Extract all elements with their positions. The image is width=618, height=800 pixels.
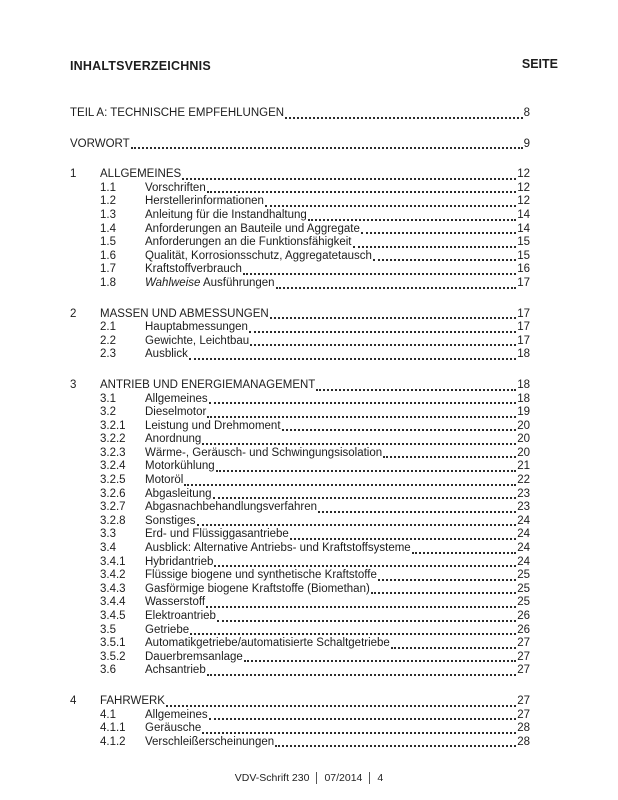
toc-entry-number: 3.2.4 xyxy=(100,460,126,473)
toc-list xyxy=(70,107,530,749)
toc-entry-title: Wahlweise Ausführungen xyxy=(145,276,275,289)
dot-leader xyxy=(412,552,517,554)
toc-entry-page: 17 xyxy=(517,334,530,347)
toc-entry xyxy=(70,308,530,322)
toc-entry xyxy=(70,223,530,237)
toc-entry-title: Hybridantrieb xyxy=(145,555,214,568)
dot-leader xyxy=(250,344,516,346)
footer-separator-icon xyxy=(316,772,317,784)
toc-entry-number: 1 xyxy=(70,168,77,181)
toc-entry xyxy=(70,447,530,461)
toc-entry-page: 17 xyxy=(517,321,530,334)
toc-entry xyxy=(70,263,530,277)
toc-entry-number: 3.2.8 xyxy=(100,514,126,527)
toc-entry-title: Qualität, Korrosionsschutz, Aggregatetausch xyxy=(145,249,372,262)
toc-entry xyxy=(70,501,530,515)
toc-entry-page: 16 xyxy=(517,263,530,276)
toc-entry xyxy=(70,583,530,597)
toc-entry-page: 19 xyxy=(517,406,530,419)
toc-entry xyxy=(70,624,530,638)
toc-entry xyxy=(70,542,530,556)
toc-entry-title: Anleitung für die Instandhaltung xyxy=(145,208,307,221)
dot-leader xyxy=(391,647,516,649)
toc-entry xyxy=(70,107,530,121)
dot-leader xyxy=(213,497,517,499)
toc-entry-title: Anordnung xyxy=(145,433,202,446)
toc-entry-title: Anforderungen an Bauteile und Aggregate xyxy=(145,222,360,235)
toc-entry-page: 14 xyxy=(517,222,530,235)
toc-entry xyxy=(70,528,530,542)
toc-entry-title: Vorschriften xyxy=(145,181,206,194)
dot-leader xyxy=(275,745,516,747)
toc-entry-title: Geräusche xyxy=(145,722,202,735)
toc-entry-title: Hauptabmessungen xyxy=(145,321,248,334)
toc-entry xyxy=(70,709,530,723)
toc-entry-page: 27 xyxy=(517,664,530,677)
toc-entry-title: Getriebe xyxy=(145,623,190,636)
dot-leader xyxy=(265,205,516,207)
toc-entry-title: Herstellerinformationen xyxy=(145,195,264,208)
dot-leader xyxy=(316,389,516,391)
toc-entry-number: 3.6 xyxy=(100,664,116,677)
dot-leader xyxy=(184,484,516,486)
toc-entry-number: 3.1 xyxy=(100,392,116,405)
dot-leader xyxy=(216,470,517,472)
toc-entry xyxy=(70,348,530,362)
toc-entry-number: 3.4.2 xyxy=(100,569,126,582)
toc-entry xyxy=(70,651,530,665)
toc-entry-page: 25 xyxy=(517,596,530,609)
toc-entry-page: 27 xyxy=(517,637,530,650)
toc-entry-page: 12 xyxy=(517,181,530,194)
dot-leader xyxy=(318,511,516,513)
toc-entry-title: MASSEN UND ABMESSUNGEN xyxy=(100,307,269,320)
toc-entry-number: 2.2 xyxy=(100,334,116,347)
toc-entry-number: 4.1 xyxy=(100,708,116,721)
toc-entry-number: 1.8 xyxy=(100,276,116,289)
toc-entry-page: 17 xyxy=(517,307,530,320)
toc-entry-page: 26 xyxy=(517,623,530,636)
toc-entry-page: 18 xyxy=(517,392,530,405)
dot-leader xyxy=(276,287,517,289)
toc-entry xyxy=(70,379,530,393)
toc-entry-page: 27 xyxy=(517,694,530,707)
dot-leader xyxy=(166,705,516,707)
toc-entry-number: 3.4.1 xyxy=(100,555,126,568)
toc-entry-number: 1.3 xyxy=(100,208,116,221)
toc-entry-page: 23 xyxy=(517,501,530,514)
dot-leader xyxy=(383,456,516,458)
toc-entry-title: FAHRWERK xyxy=(100,694,165,707)
toc-entry-number: 4.1.2 xyxy=(100,735,126,748)
toc-entry-title: ANTRIEB UND ENERGIEMANAGEMENT xyxy=(100,378,316,391)
dot-leader xyxy=(244,660,516,662)
dot-leader xyxy=(206,606,516,608)
toc-entry-title: Sonstiges xyxy=(145,514,196,527)
toc-entry-number: 3.5.1 xyxy=(100,637,126,650)
dot-leader xyxy=(378,579,516,581)
toc-entry-page: 12 xyxy=(517,168,530,181)
toc-entry xyxy=(70,433,530,447)
toc-entry xyxy=(70,420,530,434)
toc-entry-page: 23 xyxy=(517,487,530,500)
dot-leader xyxy=(243,273,516,275)
dot-leader xyxy=(290,538,516,540)
toc-entry-number: 3.2.3 xyxy=(100,446,126,459)
toc-entry-page: 25 xyxy=(517,582,530,595)
toc-entry-page: 21 xyxy=(517,460,530,473)
toc-entry-page: 27 xyxy=(517,650,530,663)
toc-entry xyxy=(70,321,530,335)
dot-leader xyxy=(353,246,517,248)
dot-leader xyxy=(202,443,516,445)
toc-entry-title: Erd- und Flüssiggasantriebe xyxy=(145,528,289,541)
toc-entry-number: 1.6 xyxy=(100,249,116,262)
toc-entry-page: 24 xyxy=(517,542,530,555)
toc-entry-number: 3.2.2 xyxy=(100,433,126,446)
toc-entry-page: 17 xyxy=(517,276,530,289)
toc-entry-page: 28 xyxy=(517,722,530,735)
toc-entry-number: 1.7 xyxy=(100,263,116,276)
toc-entry xyxy=(70,393,530,407)
toc-entry xyxy=(70,637,530,651)
dot-leader xyxy=(249,331,516,333)
toc-entry-page: 9 xyxy=(523,137,530,150)
toc-entry-number: 3.2.6 xyxy=(100,487,126,500)
dot-leader xyxy=(282,429,517,431)
toc-entry-title: Kraftstoffverbrauch xyxy=(145,263,242,276)
toc-entry-title: TEIL A: TECHNISCHE EMPFEHLUNGEN xyxy=(70,107,285,119)
toc-entry-page: 14 xyxy=(517,208,530,221)
toc-entry-page: 26 xyxy=(517,610,530,622)
toc-entry-page: 24 xyxy=(517,528,530,541)
toc-content xyxy=(70,57,558,749)
toc-entry-page: 12 xyxy=(517,195,530,208)
toc-entry-title: Wasserstoff xyxy=(145,596,206,609)
toc-entry xyxy=(70,195,530,209)
toc-entry-number: 3.3 xyxy=(100,528,116,541)
footer-doc-ref: VDV-Schrift 230 xyxy=(234,772,310,784)
toc-entry-page: 20 xyxy=(517,433,530,446)
toc-entry-page: 15 xyxy=(517,236,530,249)
dot-leader xyxy=(371,592,516,594)
toc-entry-number: 3.4 xyxy=(100,542,116,555)
dot-leader xyxy=(207,191,516,193)
toc-entry xyxy=(70,474,530,488)
toc-entry xyxy=(70,556,530,570)
dot-leader xyxy=(182,178,516,180)
toc-entry xyxy=(70,596,530,610)
toc-entry-title: Dauerbremsanlage xyxy=(145,650,243,663)
toc-entry-number: 3.5.2 xyxy=(100,650,126,663)
dot-leader xyxy=(308,219,516,221)
toc-entry-page: 24 xyxy=(517,555,530,568)
toc-entry-number: 3.5 xyxy=(100,623,116,636)
toc-entry xyxy=(70,736,530,750)
toc-entry xyxy=(70,722,530,736)
dot-leader xyxy=(209,402,517,404)
toc-entry-title: Gewichte, Leichtbau xyxy=(145,334,250,347)
toc-entry-title: Anforderungen an die Funktionsfähigkeit xyxy=(145,236,352,249)
toc-entry-title: Flüssige biogene und synthetische Kraftstoffe xyxy=(145,569,377,582)
toc-entry-number: 3.2.7 xyxy=(100,501,126,514)
toc-entry xyxy=(70,695,530,709)
dot-leader xyxy=(197,524,517,526)
toc-entry-number: 2.1 xyxy=(100,321,116,334)
toc-entry-title: Elektroantrieb xyxy=(145,610,216,622)
dot-leader xyxy=(270,317,517,319)
toc-header xyxy=(70,57,558,73)
toc-entry-title: Verschleißerscheinungen xyxy=(145,735,275,748)
toc-entry-title: Gasförmige biogene Kraftstoffe (Biomethan) xyxy=(145,582,370,595)
toc-entry xyxy=(70,250,530,264)
toc-entry-title: Achsantrieb xyxy=(145,664,206,677)
toc-entry-page: 18 xyxy=(517,348,530,361)
toc-entry xyxy=(70,277,530,291)
dot-leader xyxy=(214,565,516,567)
footer-page-number: 4 xyxy=(377,772,384,784)
toc-entry xyxy=(70,406,530,420)
dot-leader xyxy=(361,232,516,234)
dot-leader xyxy=(131,147,523,149)
toc-entry xyxy=(70,515,530,529)
toc-entry-page: 20 xyxy=(517,446,530,459)
toc-entry-title: ALLGEMEINES xyxy=(100,168,182,181)
page-title: INHALTSVERZEICHNIS xyxy=(70,59,211,73)
toc-entry-page: 28 xyxy=(517,735,530,748)
toc-entry-number: 1.4 xyxy=(100,222,116,235)
toc-entry-title: Motorkühlung xyxy=(145,460,215,473)
toc-entry-title: Abgasleitung xyxy=(145,487,212,500)
toc-entry xyxy=(70,569,530,583)
toc-entry-page: 8 xyxy=(523,107,530,119)
toc-entry-title: Motoröl xyxy=(145,474,184,487)
footer-date: 07/2014 xyxy=(324,772,363,784)
toc-entry-number: 4 xyxy=(70,694,77,707)
toc-entry-title: Allgemeines xyxy=(145,708,208,721)
footer-separator-icon xyxy=(369,772,370,784)
toc-entry xyxy=(70,168,530,182)
page-footer xyxy=(0,772,618,784)
toc-entry-number: 3.4.4 xyxy=(100,596,126,609)
dot-leader xyxy=(189,358,516,360)
dot-leader xyxy=(285,117,523,119)
toc-entry-title: Allgemeines xyxy=(145,392,208,405)
toc-entry xyxy=(70,138,530,152)
toc-entry-title: Ausblick xyxy=(145,348,188,361)
toc-entry-title: VORWORT xyxy=(70,137,130,150)
toc-entry-number: 3.4.3 xyxy=(100,582,126,595)
toc-entry-title: Dieselmotor xyxy=(145,406,207,419)
toc-entry-number: 3 xyxy=(70,378,77,391)
page-column-label: SEITE xyxy=(521,57,558,71)
toc-entry-page: 18 xyxy=(517,378,530,391)
toc-entry xyxy=(70,236,530,250)
toc-entry-page: 22 xyxy=(517,474,530,487)
toc-entry xyxy=(70,460,530,474)
dot-leader xyxy=(207,674,516,676)
toc-entry-number: 3.2.1 xyxy=(100,419,126,432)
toc-entry-page: 20 xyxy=(517,419,530,432)
toc-entry-number: 3.2 xyxy=(100,406,116,419)
toc-entry-title: Wärme-, Geräusch- und Schwingungsisolation xyxy=(145,446,383,459)
toc-entry-title: Leistung und Drehmoment xyxy=(145,419,281,432)
toc-entry xyxy=(70,664,530,678)
dot-leader xyxy=(207,416,516,418)
toc-entry-page: 25 xyxy=(517,569,530,582)
toc-entry-title: Automatikgetriebe/automatisierte Schaltgetriebe xyxy=(145,637,390,650)
toc-entry-number: 2.3 xyxy=(100,348,116,361)
toc-entry xyxy=(70,488,530,502)
toc-entry-page: 27 xyxy=(517,708,530,721)
toc-entry xyxy=(70,209,530,223)
toc-entry-title: Ausblick: Alternative Antriebs- und Kraftstoffsysteme xyxy=(145,542,411,555)
toc-entry-page: 24 xyxy=(517,514,530,527)
toc-entry xyxy=(70,335,530,349)
dot-leader xyxy=(209,718,517,720)
toc-entry-page: 15 xyxy=(517,249,530,262)
toc-entry xyxy=(70,610,530,624)
toc-entry-number: 2 xyxy=(70,307,77,320)
toc-entry-number: 1.5 xyxy=(100,236,116,249)
toc-entry-number: 1.2 xyxy=(100,195,116,208)
dot-leader xyxy=(190,633,516,635)
toc-entry-number: 1.1 xyxy=(100,181,116,194)
dot-leader xyxy=(217,620,516,622)
toc-entry-number: 3.4.5 xyxy=(100,610,126,622)
dot-leader xyxy=(373,259,516,261)
dot-leader xyxy=(202,732,516,734)
toc-entry-number: 4.1.1 xyxy=(100,722,126,735)
toc-entry xyxy=(70,182,530,196)
toc-entry-title: Abgasnachbehandlungsverfahren xyxy=(145,501,317,514)
toc-entry-number: 3.2.5 xyxy=(100,474,126,487)
